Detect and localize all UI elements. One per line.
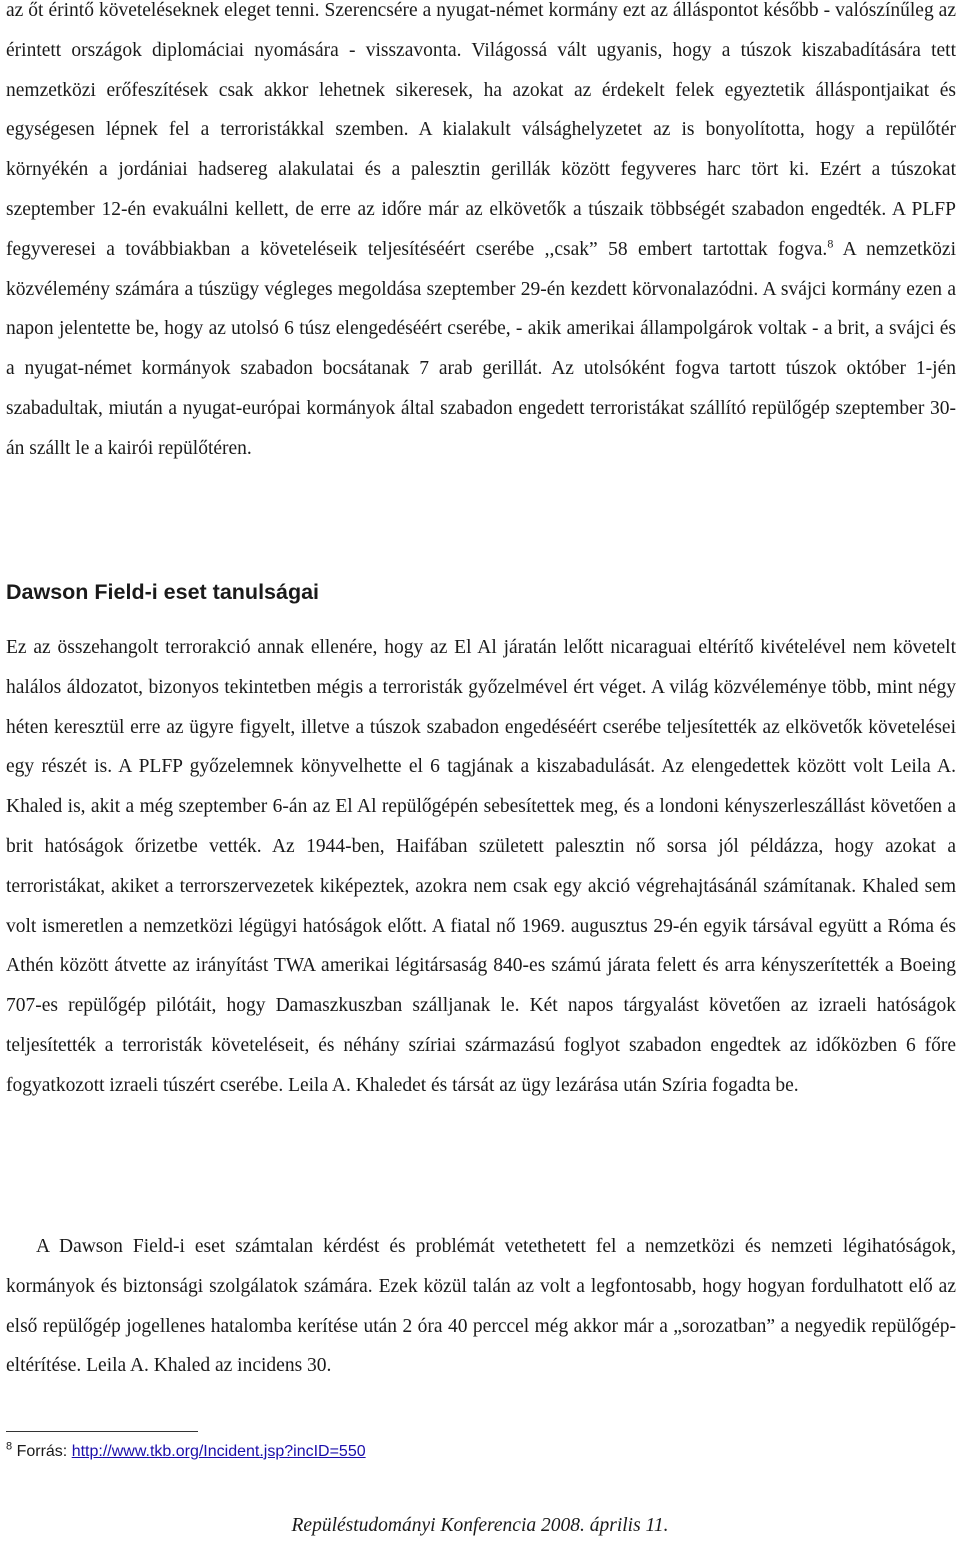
footnote-label: Forrás: bbox=[12, 1443, 72, 1460]
paragraph-1-text-continued: A nemzetközi közvélemény számára a túszügy végleges megoldása szeptember 29-én kezdett körvonalazódni. A svájci kormány ezen a napon jelentette be, hogy az utolsó 6 túsz elengedéséért cserébe, - akik amerikai állampolgárok voltak - a brit, a svájci és a nyugat-német kormányok szabadon bocsátanak 7 arab gerillát. Az utolsóként fogva tartott túszok október 1-jén szabadultak, miután a nyugat-európai kormányok által szabadon engedett terroristákat szállító repülőgép szeptember 30-án szállt le a kairói repülőtéren. bbox=[6, 238, 956, 459]
body-paragraph-2: Ez az összehangolt terrorakció annak ellenére, hogy az El Al járatán lelőtt nicaraguai eltérítő kivételével nem követelt halálos áldozatot, bizonyos tekintetben mégis a terroristák győzelmével ért véget. A világ közvéleménye több, mint négy héten keresztül erre az ügyre figyelt, illetve a túszok szabadon engedéséért cserébe teljesítették az elkövetők követelései egy részét is. A PLFP győzelemnek könyvelhette el 6 tagjának a kiszabadulását. Az elengedettek között volt Leila A. Khaled is, akit a még szeptember 6-án az El Al repülőgépén sebesítettek meg, és a londoni kényszerleszállást követően a brit hatóságok őrizetbe vették. Az 1944-ben, Haifában született palesztin nő sorsa jól példázza, hogy azokat a terroristákat, akiket a terrorszervezetek kiképeztek, azokra nem csak egy akció végrehajtásánál számítanak. Khaled sem volt ismeretlen a nemzetközi légügyi hatóságok előtt. A fiatal nő 1969. augusztus 29-én egyik társával együtt a Róma és Athén között átvette az irányítást TWA amerikai légitársaság 840-es számú járata felett és arra kényszerítették a Boeing 707-es repülőgép pilótáit, hogy Damaszkuszban szálljanak le. Két napos tárgyalást követően az izraeli hatóságok teljesítették a terroristák követeléseit, és néhány szíriai származású foglyot szabadon engedtek az időközben 6 főre fogyatkozott izraeli túszért cserébe. Leila A. Khaledet és társát az ügy lezárása után Szíria fogadta be. bbox=[6, 637, 956, 1096]
footnote-number: 8 bbox=[6, 1440, 13, 1453]
page-footer: Repüléstudományi Konferencia 2008. április 11. bbox=[291, 1515, 669, 1536]
body-paragraph-3: A Dawson Field-i eset számtalan kérdést és problémát vetethetett fel a nemzetközi és nemzeti légihatóságok, kormányok és biztonsági szolgálatok számára. Ezek közül talán az volt a legfontosabb, hogy hogyan fordulhatott elő az első repülőgép jogellenes hatalomba kerítése után 2 óra 40 perccel még akkor már a „sorozatban” a negyedik repülőgép-eltérítése. Leila A. Khaled az incidens 30. bbox=[6, 1236, 956, 1377]
footnote-reference[interactable]: 8 bbox=[827, 236, 834, 251]
section-heading: Dawson Field-i eset tanulságai bbox=[6, 580, 320, 604]
footnote bbox=[6, 1440, 366, 1464]
footnote-separator bbox=[6, 1431, 198, 1432]
paragraph-1-text: az őt érintő követeléseknek eleget tenni. Szerencsére a nyugat-német kormány ezt az álláspontot később - valószínűleg az érintett országok diplomáciai nyomására - visszavonta. Világossá vált ugyanis, hogy a túszok kiszabadítására tett nemzetközi erőfeszítések csak akkor lehetnek sikeresek, ha azokat az érdekelt felek egyeztetik álláspontjaikat és egységesen lépnek fel a terroristákkal szemben. A kialakult válsághelyzetet az is bonyolította, hogy a repülőtér környékén a jordániai hadsereg alakulatai és a palesztin gerillák között fegyveres harc tört ki. Ezért a túszokat szeptember 12-én evakuálni kellett, de erre az időre már az elkövetők a túszaik többségét szabadon engedték. A PLFP fegyveresei a továbbiakban a követeléseik teljesítéséért cserébe ,,csak” 58 embert tartottak fogva. bbox=[6, 0, 956, 260]
footnote-link[interactable]: http://www.tkb.org/Incident.jsp?incID=550 bbox=[71, 1443, 366, 1460]
body-paragraph-1 bbox=[6, 0, 956, 469]
